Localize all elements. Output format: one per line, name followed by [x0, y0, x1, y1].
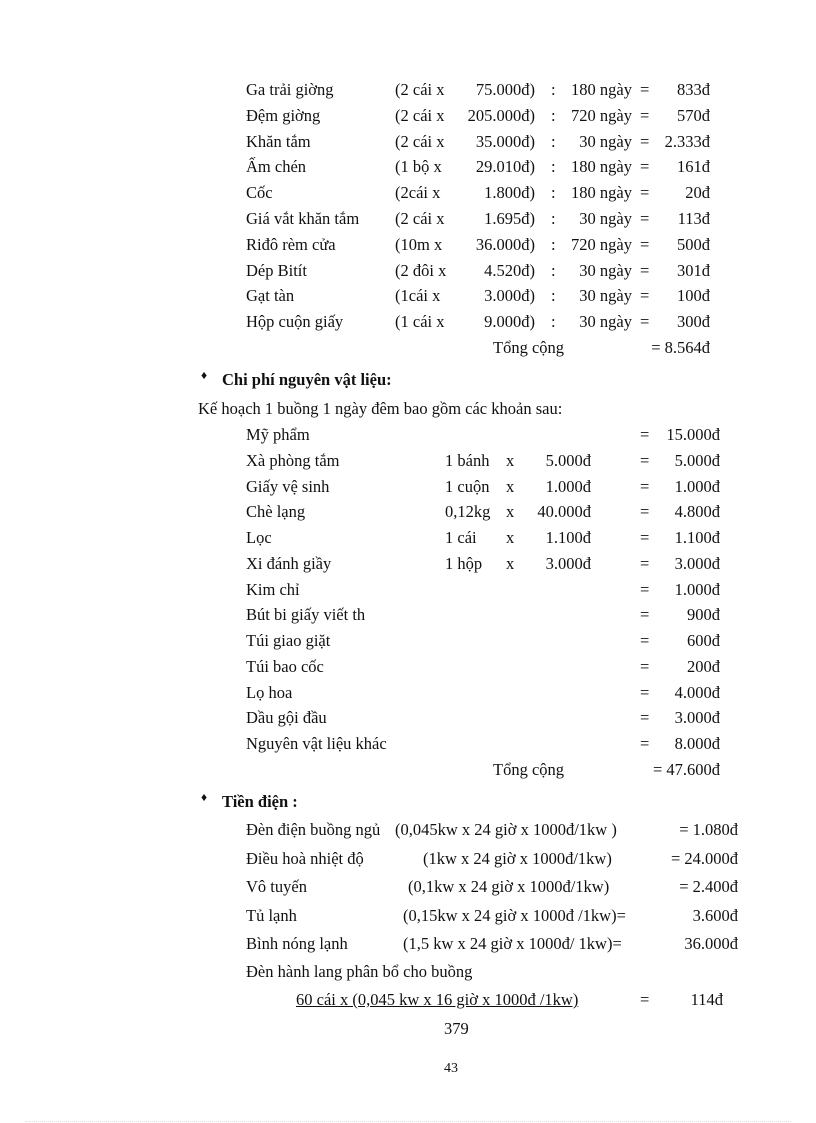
- material-amount: 5.000đ: [674, 450, 720, 470]
- item-eq: =: [640, 260, 650, 280]
- material-times: x: [506, 450, 515, 470]
- item-days: 30 ngày: [579, 209, 632, 228]
- material-name: Giấy vệ sinh: [246, 476, 330, 496]
- material-name: Nguyên vật liệu khác: [246, 734, 387, 753]
- item-price: 29.010đ): [475, 157, 535, 177]
- material-amount: 200đ: [687, 656, 720, 676]
- item-eq: =: [640, 157, 650, 177]
- item-amount: 20đ: [685, 183, 710, 203]
- material-eq: =: [640, 476, 650, 496]
- item-eq: =: [640, 209, 650, 228]
- material-times: x: [506, 553, 515, 573]
- item-price: 9.000đ): [484, 312, 535, 332]
- bullet-icon: ♦: [201, 790, 208, 804]
- item-qty: (2 cái x: [395, 105, 445, 125]
- material-amount: 15.000đ: [666, 425, 720, 444]
- materials-heading: Chi phí nguyên vật liệu:: [222, 370, 392, 389]
- material-qty: 1 bánh: [445, 450, 490, 470]
- material-price: 1.100đ: [545, 528, 591, 547]
- room-total-label: Tổng cộng: [493, 338, 565, 357]
- item-amount: 161đ: [677, 157, 710, 177]
- hall-light-numerator: 60 cái x (0,045 kw x 16 giờ x 1000đ /1kw): [296, 990, 579, 1009]
- item-price: 4.520đ): [484, 260, 535, 280]
- material-amount: 900đ: [687, 605, 720, 625]
- material-amount: 3.000đ: [674, 553, 720, 573]
- item-amount: 570đ: [677, 105, 710, 125]
- material-price: 40.000đ: [537, 502, 591, 522]
- electric-item-result: = 2.400đ: [679, 877, 738, 896]
- electric-item-name: Đèn điện buồng ngủ: [246, 820, 381, 839]
- material-name: Túi giao giặt: [246, 631, 331, 650]
- item-qty: (1 bộ x: [395, 157, 442, 177]
- item-qty: (2 cái x: [395, 131, 445, 151]
- item-name: Đệm giờng: [246, 105, 321, 125]
- material-name: Lọ hoa: [246, 682, 293, 702]
- page-divider: [25, 1121, 791, 1122]
- item-amount: 300đ: [677, 312, 710, 332]
- electric-item-result: = 24.000đ: [670, 848, 738, 868]
- item-days: 180 ngày: [571, 157, 632, 177]
- material-name: Bút bi giấy viết th: [246, 605, 366, 625]
- item-days: 30 ngày: [579, 312, 632, 332]
- item-qty: (2 cái x: [395, 80, 445, 99]
- material-eq: =: [640, 682, 650, 702]
- item-qty: (1cái x: [395, 286, 441, 306]
- item-eq: =: [640, 286, 650, 306]
- material-eq: =: [640, 605, 650, 625]
- item-price: 205.000đ): [467, 105, 535, 125]
- material-times: x: [506, 528, 515, 547]
- item-qty: (10m x: [395, 234, 443, 254]
- material-name: Lọc: [246, 528, 272, 547]
- material-eq: =: [640, 656, 650, 676]
- item-amount: 100đ: [677, 286, 710, 306]
- item-price: 1.800đ): [484, 183, 535, 203]
- item-amount: 301đ: [677, 260, 710, 280]
- item-eq: =: [640, 312, 650, 332]
- material-name: Dầu gội đầu: [246, 708, 327, 728]
- item-price: 35.000đ): [475, 131, 535, 151]
- material-name: Túi bao cốc: [246, 656, 324, 676]
- item-name: Gạt tàn: [246, 286, 295, 306]
- item-name: Khăn tắm: [246, 131, 311, 151]
- item-name: Giá vắt khăn tắm: [246, 209, 360, 228]
- material-eq: =: [640, 708, 650, 728]
- page-number: 43: [444, 1061, 458, 1076]
- item-price: 3.000đ): [484, 286, 535, 306]
- electric-item-formula: (1kw x 24 giờ x 1000đ/1kw): [423, 848, 612, 868]
- material-amount: 600đ: [687, 631, 720, 650]
- item-price: 36.000đ): [475, 234, 535, 254]
- item-eq: =: [640, 183, 650, 203]
- item-days: 30 ngày: [579, 131, 632, 151]
- item-days: 720 ngày: [571, 234, 632, 254]
- material-amount: 3.000đ: [674, 708, 720, 728]
- room-total-value: = 8.564đ: [651, 338, 710, 357]
- item-colon: :: [551, 286, 556, 306]
- material-eq: =: [640, 579, 650, 599]
- item-qty: (1 cái x: [395, 312, 445, 332]
- item-eq: =: [640, 80, 650, 99]
- item-name: Cốc: [246, 183, 273, 203]
- item-colon: :: [551, 234, 556, 254]
- item-qty: (2 cái x: [395, 209, 445, 228]
- item-colon: :: [551, 312, 556, 332]
- material-amount: 1.000đ: [674, 579, 720, 599]
- material-amount: 1.100đ: [674, 528, 720, 547]
- item-name: Hộp cuộn giấy: [246, 312, 344, 332]
- item-qty: (2cái x: [395, 183, 441, 203]
- item-amount: 833đ: [677, 80, 710, 99]
- electric-item-name: Tủ lạnh: [246, 905, 297, 925]
- material-eq: =: [640, 734, 650, 753]
- material-eq: =: [640, 425, 650, 444]
- hall-light-label: Đèn hành lang phân bổ cho buồng: [246, 962, 473, 981]
- item-days: 30 ngày: [579, 286, 632, 306]
- material-eq: =: [640, 553, 650, 573]
- material-amount: 4.800đ: [674, 502, 720, 522]
- material-price: 3.000đ: [545, 553, 591, 573]
- electric-item-formula: (0,15kw x 24 giờ x 1000đ /1kw)=: [403, 905, 626, 925]
- item-colon: :: [551, 80, 556, 99]
- electric-item-name: Bình nóng lạnh: [246, 934, 348, 953]
- material-qty: 1 cái: [445, 528, 477, 547]
- electric-item-formula: (0,1kw x 24 giờ x 1000đ/1kw): [408, 877, 610, 896]
- item-eq: =: [640, 234, 650, 254]
- material-eq: =: [640, 502, 650, 522]
- electric-item-result: 3.600đ: [692, 905, 738, 925]
- item-amount: 113đ: [677, 209, 710, 228]
- item-colon: :: [551, 105, 556, 125]
- item-qty: (2 đôi x: [395, 260, 447, 280]
- electric-item-formula: (1,5 kw x 24 giờ x 1000đ/ 1kw)=: [403, 934, 622, 953]
- material-price: 5.000đ: [545, 450, 591, 470]
- material-name: Xà phòng tắm: [246, 450, 340, 470]
- material-eq: =: [640, 528, 650, 547]
- materials-total-label: Tổng cộng: [493, 760, 565, 779]
- material-amount: 1.000đ: [674, 476, 720, 496]
- material-qty: 1 hộp: [445, 553, 483, 573]
- item-colon: :: [551, 209, 556, 228]
- item-price: 75.000đ): [475, 80, 535, 99]
- item-colon: :: [551, 131, 556, 151]
- material-name: Mỹ phẩm: [246, 425, 310, 444]
- item-name: Ga trải giờng: [246, 80, 334, 99]
- material-amount: 8.000đ: [674, 734, 720, 753]
- electric-item-result: = 1.080đ: [679, 820, 738, 839]
- item-name: Dép Bitít: [246, 260, 307, 280]
- electric-item-result: 36.000đ: [684, 934, 738, 953]
- item-name: Ấm chén: [246, 157, 307, 177]
- hall-light-eq: =: [640, 990, 650, 1009]
- item-name: Riđô rèm cửa: [246, 234, 336, 254]
- materials-total-value: = 47.600đ: [652, 760, 720, 779]
- item-price: 1.695đ): [484, 209, 535, 228]
- material-eq: =: [640, 450, 650, 470]
- electric-item-name: Điều hoà nhiệt độ: [246, 848, 364, 868]
- item-colon: :: [551, 260, 556, 280]
- electricity-heading: Tiền điện :: [222, 792, 298, 811]
- material-name: Chè lạng: [246, 502, 306, 522]
- material-name: Xi đánh giầy: [246, 553, 332, 573]
- material-qty: 0,12kg: [445, 502, 491, 522]
- material-times: x: [506, 476, 515, 496]
- material-name: Kim chỉ: [246, 579, 300, 599]
- materials-intro: Kế hoạch 1 buồng 1 ngày đêm bao gồm các khoản sau:: [198, 399, 563, 418]
- hall-light-denominator: 379: [444, 1019, 469, 1038]
- material-amount: 4.000đ: [674, 682, 720, 702]
- item-amount: 500đ: [677, 234, 710, 254]
- item-colon: :: [551, 183, 556, 203]
- item-days: 720 ngày: [571, 105, 632, 125]
- item-days: 30 ngày: [579, 260, 632, 280]
- material-qty: 1 cuộn: [445, 476, 490, 496]
- material-eq: =: [640, 631, 650, 650]
- hall-light-value: 114đ: [690, 990, 723, 1009]
- item-eq: =: [640, 105, 650, 125]
- electric-item-formula: (0,045kw x 24 giờ x 1000đ/1kw ): [395, 820, 617, 839]
- material-price: 1.000đ: [545, 476, 591, 496]
- item-days: 180 ngày: [571, 183, 632, 203]
- material-times: x: [506, 502, 515, 522]
- item-eq: =: [640, 131, 650, 151]
- item-days: 180 ngày: [571, 80, 632, 99]
- bullet-icon: ♦: [201, 368, 208, 382]
- electric-item-name: Vô tuyến: [246, 877, 307, 896]
- item-colon: :: [551, 157, 556, 177]
- item-amount: 2.333đ: [664, 131, 710, 151]
